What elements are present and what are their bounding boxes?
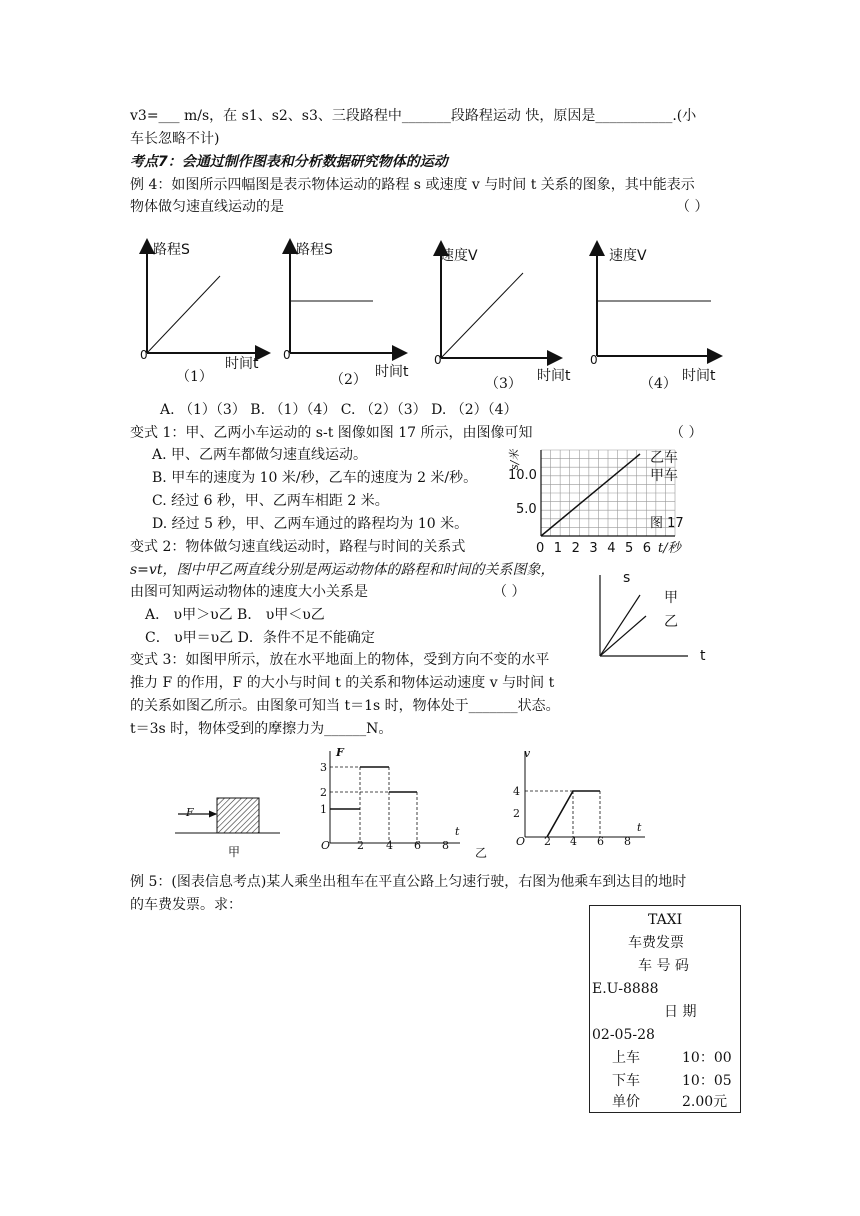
vt-xlabel: t [637,821,642,834]
receipt-on-time: 10：00 [682,1050,732,1066]
ft-origin: O [321,839,331,852]
variant2-line1: 变式 2：物体做匀速直线运动时，路程与时间的关系式 [130,539,466,555]
variant1-question: 变式 1：甲、乙两小车运动的 s-t 图像如图 17 所示，由图像可知 [130,425,533,441]
variant2-line3: 由图可知两运动物体的速度大小关系是 [130,584,368,600]
vt-xtick-8: 8 [624,835,631,848]
st-xlabel: t [700,648,706,664]
graph2-origin: 0 [283,348,291,362]
vt-ytick-4: 4 [513,785,520,798]
fig17-legend-yi: 乙车 [650,450,678,466]
vt-ylabel: v [524,747,531,760]
ft-xtick-4: 4 [386,839,393,852]
example5-line1: 例 5：(图表信息考点)某人乘坐出租车在平直公路上匀速行驶，右图为他乘车到达目的地时 [130,874,687,890]
variant1-option-d: D. 经过 5 秒，甲、乙两车通过的路程均为 10 米。 [152,516,469,532]
variant1-option-c: C. 经过 6 秒，甲、乙两车相距 2 米。 [152,493,389,509]
variant3-line3: 的关系如图乙所示。由图象可知当 t＝1s 时，物体处于_______状态。 [130,698,560,714]
receipt-price-label: 单价 [612,1094,640,1110]
example4-options: A. （1）（3） B. （1）（4） C. （2）（3） D. （2）（4） [160,402,518,418]
variant2-line2: s=vt，图中甲乙两直线分别是两运动物体的路程和时间的关系图象， [130,562,555,578]
variant1-option-a: A. 甲、乙两车都做匀速直线运动。 [152,447,368,463]
variant3-line4: t＝3s 时，物体受到的摩擦力为______N。 [130,721,393,737]
fig17-xtick: 0 [536,541,545,556]
block-caption: 甲 [228,845,241,859]
variant2-answer-paren: （ ） [493,584,526,600]
variant3-line1: 变式 3：如图甲所示，放在水平地面上的物体，受到方向不变的水平 [130,652,550,668]
st-graph [590,560,700,670]
graph1-caption: （1） [176,369,213,385]
line-v3: v3=___ m/s，在 s1、s2、s3、三段路程中_______段路程运动 快，原因是___________.(小 [130,108,697,124]
variant2-options-ab: A． υ甲＞υ乙 B． υ甲＜υ乙 [145,607,325,623]
receipt-off-label: 下车 [612,1073,640,1089]
line-note: 车长忽略不计) [130,131,220,147]
fig17-xtick: 2 [571,541,580,556]
st-label-yi: 乙 [664,614,678,630]
taxi-receipt [589,905,741,1113]
fig17-xtick: 6 [642,541,652,556]
fig17-ytick-10: 10.0 [508,468,537,483]
variant3-line2: 推力 F 的作用，F 的大小与时间 t 的关系和物体运动速度 v 与时间 t [130,675,555,691]
st-label-jia: 甲 [664,590,678,606]
graph3-origin: 0 [434,353,442,367]
fig17-caption: 图 17 [650,516,684,531]
ft-ytick-1: 1 [320,803,327,816]
graph4-ylabel: 速度V [609,248,647,264]
graph2-xlabel: 时间t [375,364,409,380]
fig17-xtick: 3 [589,541,598,556]
graph1-xlabel: 时间t [225,356,259,372]
ft-caption: 乙 [475,846,488,860]
fig17-legend-jia: 甲车 [650,468,678,484]
fig17-xtick: 5 [625,541,634,556]
graph4-caption: （4） [640,376,677,392]
vt-origin: O [516,835,526,848]
graph-2 [290,246,400,353]
receipt-car-no: E.U-8888 [592,981,659,997]
ft-ytick-2: 2 [320,786,327,799]
fig17-line-jia [541,454,640,536]
example4-line1: 例 4：如图所示四幅图是表示物体运动的路程 s 或速度 v 与时间 t 关系的图象，其中能表示 [130,177,695,193]
vt-ytick-2: 2 [513,807,520,820]
section-heading: 考点7：会通过制作图表和分析数据研究物体的运动 [130,154,448,170]
graph2-ylabel: 路程S [296,242,333,258]
graph-1 [147,246,263,353]
ft-xtick-2: 2 [357,839,364,852]
graph1-ylabel: 路程S [153,242,190,258]
graph4-origin: 0 [590,353,598,367]
fig17-ytick-5: 5.0 [516,502,537,517]
variant1-option-b: B. 甲车的速度为 10 米/秒，乙车的速度为 2 米/秒。 [152,470,478,486]
receipt-off-time: 10：05 [682,1073,732,1089]
receipt-subtitle: 车费发票 [628,935,684,951]
receipt-car-no-label: 车 号 码 [638,958,689,974]
ft-xtick-8: 8 [442,839,449,852]
receipt-date: 02-05-28 [592,1027,655,1043]
fig17-xtick: 1 [553,541,563,556]
fig17-xlabel: t/秒 [658,541,681,556]
st-line-jia [600,595,640,656]
variant2-options-cd: C． υ甲＝υ乙 D．条件不足不能确定 [145,630,375,646]
graph4-xlabel: 时间t [682,368,716,384]
graph1-origin: 0 [140,348,148,362]
example4-answer-paren: （ ） [676,199,709,215]
st-ylabel: s [623,570,631,586]
receipt-title: TAXI [648,912,683,928]
fig17-xtick: 4 [607,541,616,556]
example5-line2: 的车费发票。求： [130,897,242,913]
vt-xtick-6: 6 [597,835,604,848]
ft-xlabel: t [455,825,460,838]
ft-xtick-6: 6 [414,839,421,852]
vt-xtick-2: 2 [544,835,551,848]
graph3-caption: （3） [485,376,522,392]
receipt-on-label: 上车 [612,1050,640,1066]
graph2-caption: （2） [330,372,367,388]
graph3-xlabel: 时间t [537,368,571,384]
block-force-label: F [186,806,194,819]
vt-xtick-4: 4 [570,835,577,848]
ft-ytick-3: 3 [320,761,327,774]
ft-ylabel: F [336,746,344,759]
fig17-ylabel: s/米 [508,449,521,470]
variant1-answer-paren: （ ） [670,425,703,441]
receipt-price: 2.00元 [682,1094,728,1110]
example4-line2: 物体做匀速直线运动的是 [130,199,284,215]
receipt-date-label: 日 期 [664,1004,697,1020]
graph3-ylabel: 速度V [440,248,478,264]
